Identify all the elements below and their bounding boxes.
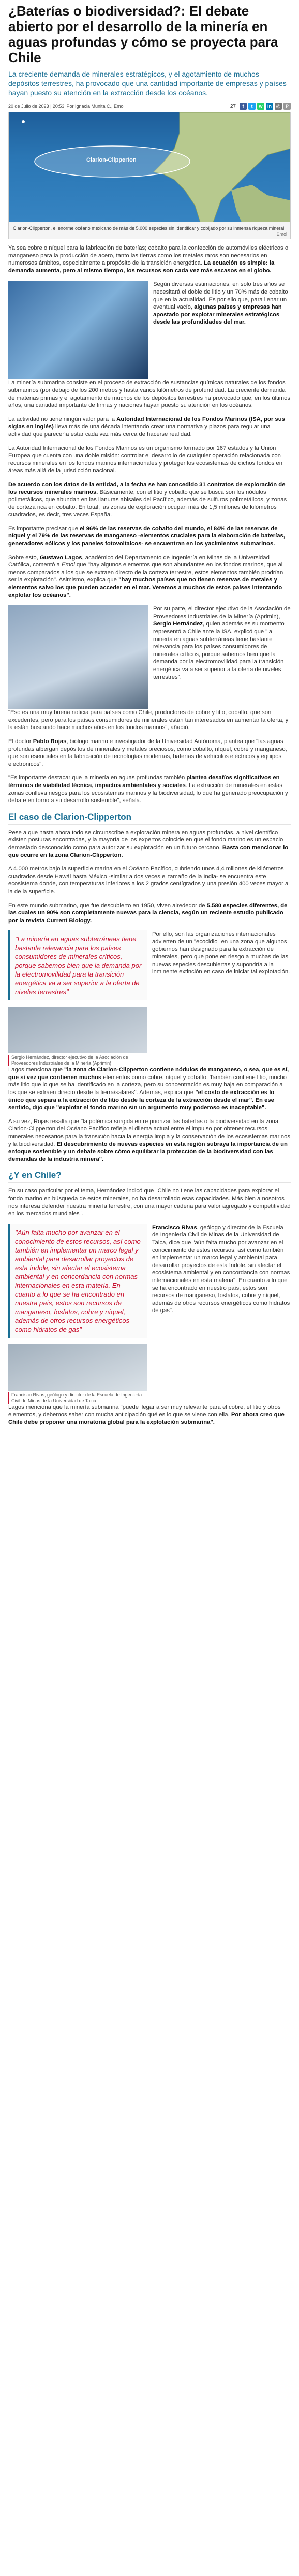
text-bold: Gustavo Lagos <box>39 554 82 561</box>
text-bold: "la zona de Clarion-Clipperton contiene nódulos de manganeso, o sea, que es sí, que sí vez que contienen muchos <box>8 1067 289 1081</box>
paragraph-8 <box>8 554 291 600</box>
photo-2 <box>8 605 148 709</box>
paragraph-15 <box>8 902 291 925</box>
email-icon[interactable]: @ <box>275 103 282 110</box>
text-bold: La ecuación es simple: la demanda aumenta, pero al mismo tiempo, los recursos son cada vez más escasos en el globo. <box>8 260 275 274</box>
article-date: 20 de Julio de 2023 | 20:53 <box>8 104 65 109</box>
paragraph-1 <box>8 244 291 274</box>
text: lleva más de una década intentando crear una normativa y plazos para regular una actividad que parecería estar cada vez más cerca de hacerse realidad. <box>8 424 271 438</box>
text-bold: el 96% de las reservas de cobalto del mundo, el 84% de las reservas de níquel y el 79% de las reservas de manganeso -elementos cruciales para la elaboración de baterías, generadores eólicos y los paneles fotovoltaicos- se encuentran en los yacimientos submarinos. <box>8 525 285 547</box>
map-caption <box>9 222 290 239</box>
paragraph-2 <box>153 281 291 326</box>
text: El doctor <box>8 738 32 745</box>
text: "la polémica surgida entre priorizar las baterías o la biodiversidad en la zona Clarion-Clipperton del Océano Pacífico refleja el dilema actual entre el impulso por obtener recursos minerales necesarios para la transición hacia la energía limpia y la conservación de los ecosistemas marinos y la biodiversidad. <box>8 1118 291 1147</box>
paragraph-12 <box>8 774 291 804</box>
quote-2-photo <box>8 1344 147 1391</box>
paragraph-3: La minería submarina consiste en el proceso de extracción de sustancias químicas naturales de los fondos submarinos (por debajo de los 200 metros y hasta varios kilómetros de profundidad. La creciente demanda de materias primas y el agotamiento de muchos de los depósitos terrestres ha provocado que, en los últimos años, una cantidad importante de firmas y naciones hayan puesto su atención en los océanos. <box>8 380 291 409</box>
quote-2-column <box>8 1224 147 1404</box>
map-source: Emol <box>276 231 287 237</box>
pull-quote-2: "Aún falta mucho por avanzar en el conocimiento de estos recursos, así como también en implementar un marco legal y ambiental para desarrollar proyectos de esta índole, sin afectar el ecosistema ambiental y en concordancia con normas internacionales en esta materia. En cuanto a lo que se ha encontrado en nuestra país, estos son recursos de manganeso, fosfatos, cobre y níquel, además de otros recursos energéticos como hidratos de gas" <box>8 1224 147 1338</box>
map-graphic <box>9 112 290 222</box>
quote-2-caption: Francisco Rivas, geólogo y director de la Escuela de Ingeniería Civil de Minas de la Universidad de Talca <box>8 1392 147 1404</box>
text: que "hay algunos elementos que son abundantes en los fondos marinos, que al menos comparados a los que se extraen directo de la corteza terrestre, estos elementos también prodrían ser la explotación". Asimismo, explica que <box>8 562 283 584</box>
text: Básicamente, con el litio y cobalto que se busca son los nódulos polimetálicos, que abundan en las llanuras abisales del Pacífico, además de sulfuros polimetálicos, y zonas de corteza rica en cobalto. En total, las zonas de exploración ocupan más de 1,5 millones de kilómetros cuadrados, es decir, tres veces España. <box>8 489 287 518</box>
text: . La extracción de minerales en estas zonas conlleva riesgos para los ecosistemas marinos y la biodiversidad, lo que ha generado preocupación y debate en torno a su desarrollo sostenible", señala. <box>8 782 288 804</box>
text-bold: Basta con mencionar lo que ocurre en la zona Clarion-Clipperton. <box>8 844 289 858</box>
text: Es importante precisar que <box>8 525 78 532</box>
print-icon[interactable]: P <box>283 103 291 110</box>
text-bold: "el costo de extracción es lo único que separa a la extracción de litio desde la corteza de la extracción desde el mar". En ese sentido, dijo que "explotar el fondo marino sin un argumento muy poderoso es inaceptable". <box>8 1089 275 1111</box>
paragraph-10: "Eso es una muy buena noticia para países como Chile, productores de cobre y litio, cobalto, que son excedentes, pero para los países consumidores de minerales están tan interesados en aumentar la oferta, y la están buscando hace muchos años en los fondos marinos", añadió. <box>8 709 289 731</box>
text: En cuanto a lo que se ha encontrado en nuestro país, estos son recursos de manganeso, fosfatos, cobre y níquel, además de otros recursos energéticos como hidratos de gas". <box>152 1277 290 1314</box>
text: Lagos menciona que <box>8 1067 63 1073</box>
paragraph-19: En su caso particular por el tema, Hernández indicó que "Chile no tiene las capacidades para explorar el fondo marino en búsqueda de estos minerales, no ha desarrollado esas capacidades. Más bien a nosotros nos interesa defender nuestra minería terrestre, con una mayor cadena para valor agregado y competitividad en los mercados mundiales". <box>8 1188 291 1217</box>
quote-1-photo <box>8 1007 147 1053</box>
text-bold: Por ahora creo que Chile debe proponer una moratoria global para la explotación submarina". <box>8 1411 285 1425</box>
section-heading-clarion: El caso de Clarion-Clipperton <box>8 812 291 825</box>
paragraph-16: Por ello, son las organizaciones internacionales advierten de un "ecocidio" en una zona que algunos gobiernos han designado para la extracción de minerales, pero que pone en riesgo a muchas de las nuevas especies descubiertas y supondría a la inminente extinción en caso de iniciar tal explotación. <box>152 931 290 976</box>
paragraph-7 <box>8 525 291 548</box>
text: Pese a que hasta ahora todo se circunscribe a exploración minera en aguas profundas, a nivel científico existen posturas encontradas, y la mayoría de los expertos coincide en que el fondo marino es un espacio demasiado desconocido como para autorizar su explotación en un futuro cercano. <box>8 829 283 851</box>
pull-quote-1: "La minería en aguas subterráneas tiene bastante relevancia para los países consumidores de minerales críticos, porque sabemos bien que la demanda por la electromovilidad para la transición energética va a ser superior a la oferta de niveles terrestres" <box>8 930 147 1000</box>
paragraph-18 <box>8 1118 291 1163</box>
text: Según diversas estimaciones, en solo tres años se necesitará el doble de litio y un 70% más de cobalto que en la actualidad. Es por ello que, para llenar un eventual vacío, <box>153 281 288 311</box>
text: Por su parte, el director ejecutivo de la Asociación de Proveedores Industriales de la Minería (Aprimin), <box>153 606 291 620</box>
text-bold: Sergio Hernández <box>153 621 203 628</box>
text-bold: "hay muchos países que no tienen reservas de metales y elementos salvo los que pueden acceder en el mar. Veremos a muchos de estos países intentando explotar los océanos". <box>8 577 282 599</box>
linkedin-icon[interactable]: in <box>266 103 273 110</box>
paragraph-4 <box>8 416 291 439</box>
text: En este mundo submarino, que fue descubierto en 1950, viven alrededor de <box>8 902 205 909</box>
text-bold: 5.580 especies diferentes, de las cuales un 90% son completamente nuevas para la ciencia, según un reciente estudio publicado por la revista Current Biology. <box>8 902 288 924</box>
clarion-clipperton-map <box>9 112 290 222</box>
paragraph-9 <box>153 605 291 681</box>
paragraph-17 <box>8 1066 291 1112</box>
text: Sobre esto, <box>8 554 38 561</box>
paragraph-6 <box>8 481 291 519</box>
paragraph-5: La Autoridad Internacional de los Fondos Marinos es un organismo formado por 167 estados y la Unión Europea que cuenta con una doble misión: controlar el desarrollo de cualquier operación relacionada con recursos minerales en los fondos marinos internacionales y proteger los ecosistemas de dichos fondos en áreas más allá de la jurisdicción nacional. <box>8 445 282 474</box>
text: , quien además es su momento representó a Chile ante la ISA, explicó que "la minería en aguas subterráneas tiene bastante relevancia para los países consumidores de minerales críticos, porque sabemos bien que la demanda por la electromovilidad para la transición energética va a ser superior a la oferta de niveles terrestres". <box>153 621 285 680</box>
text: elementos como cobre, níquel y cobalto. También contiene litio, mucho más litio que lo que se ha identificado en la corteza, pero su concentración es muy baja en comparación a los que se extraen directo desde la tierra/salares". Además, explica que <box>8 1074 287 1096</box>
text: , geólogo y director de la Escuela de Ingeniería Civil de Minas de la Universidad de Talca, dice que "aún falta mucho por avanzar en el conocimiento de estos recursos, así como también en implementar un marco legal y ambiental para desarrollar proyectos de esta índole, sin afectar el ecosistema ambiental y en concordancia con normas internacionales en esta materia". <box>152 1224 290 1284</box>
text: Ya sea cobre o níquel para la fabricación de baterías; cobalto para la confección de automóviles eléctricos o manganeso para la producción de acero, tanto las tierras como los metales raros son necesarios en numerosos ámbitos, especialmente a propósito de la transición energética. <box>8 245 289 267</box>
section-heading-chile: ¿Y en Chile? <box>8 1170 291 1183</box>
facebook-icon[interactable]: f <box>240 103 247 110</box>
text-bold: Autoridad Internacional de los Fondos Marinos (ISA, por sus siglas en inglés) <box>8 416 285 430</box>
map-caption-text: Clarion-Clipperton, el enorme océano mexicano de más de 5.000 especies sin identificar y cobijado por su inmensa riqueza mineral. <box>13 226 286 231</box>
text: A su vez, Rojas resalta que <box>8 1118 79 1125</box>
quote-1-column <box>8 930 147 1066</box>
hernandez-photo <box>8 605 148 709</box>
quote-1-block <box>8 930 291 1066</box>
article-author: Por Ignacia Munita C., Emol <box>66 104 125 109</box>
text: "Es importante destacar que la minería en aguas profundas también <box>8 775 185 781</box>
quote-2-block <box>8 1224 291 1404</box>
paragraph-21 <box>8 1404 291 1427</box>
text-italic: Emol <box>61 562 75 569</box>
paragraph-11 <box>8 738 291 768</box>
twitter-icon[interactable]: t <box>248 103 256 110</box>
text-bold: plantea desafíos significativos en términos de viabilidad técnica, impactos ambientales y sociales <box>8 775 280 789</box>
map-label: Clarion-Clipperton <box>86 157 137 163</box>
paragraph-13 <box>8 829 291 859</box>
article-title: ¿Baterías o biodiversidad?: El debate abierto por el desarrollo de la minería en aguas profundas y cómo se proyecta para Chile <box>8 3 278 65</box>
map-figure <box>8 112 291 239</box>
article-lead: La creciente demanda de minerales estratégicos, y el agotamiento de muchos depósitos terrestres, ha provocado que una cantidad importante de empresas y países hayan puesto su atención en la extracción desde los océanos. <box>8 70 287 97</box>
seafloor-image <box>8 281 148 379</box>
article-page <box>0 3 299 1427</box>
text-bold: Francisco Rivas <box>152 1224 197 1231</box>
text-bold: De acuerdo con los datos de la entidad, a la fecha se han concedido 31 contratos de exploración de los recursos minerales marinos. <box>8 481 286 496</box>
text: La actividad no tiene ningún valor para la <box>8 416 115 423</box>
article-meta <box>8 103 291 110</box>
whatsapp-icon[interactable]: w <box>257 103 264 110</box>
paragraph-20 <box>152 1224 291 1398</box>
paragraph-14: A 4.000 metros bajo la superficie marina en el Océano Pacífico, cubriendo unos 4,4 millones de kilómetros cuadrados desde Hawái hasta México -similar a dos veces el tamaño de la India- se encuentra este ecosistema donde, con temperaturas inferiores a los 2 grados centígrados y una presión 400 veces mayor a la de la superficie. <box>8 866 289 895</box>
hawaii-marker <box>22 120 25 123</box>
south-america-shape <box>231 185 290 222</box>
paragraph-9-block <box>8 605 291 709</box>
paragraph-2-block <box>8 281 291 379</box>
text-bold: El descubrimiento de nuevas especies en esta región subraya la importancia de un enfoque sostenible y un debate sobre cómo equilibrar la protección de la biodiversidad con las demandas de la industria minera". <box>8 1141 288 1162</box>
text: Lagos menciona que la minería submarina "puede llegar a ser muy relevante para el cobre, el litio y otros elementos, y debemos saber con mucha anticipación qué es lo que se viene con ella. <box>8 1404 281 1418</box>
photo-1 <box>8 281 148 379</box>
share-count: 27 <box>230 103 236 109</box>
text: , biólogo marino e investigador de la Universidad Autónoma, plantea que "las aguas profundas albergan depósitos de minerales y metales preciosos, como cobalto, níquel, cobre y manganeso, que son esenciales en la fabricación de tecnologías modernas, baterías de vehículos eléctricos y equipos electrónicos". <box>8 738 287 767</box>
text-bold: Pablo Rojas <box>33 738 67 745</box>
text-bold: algunas países y empresas han apostado por explotar minerales estratégicos desde las profundidades del mar. <box>153 304 282 326</box>
quote-1-caption: Sergio Hernández, director ejecutivo de la Asociación de Proveedores Industriales de la Minería (Aprimin) <box>8 1055 147 1066</box>
share-bar <box>230 103 291 110</box>
text: , académico del Departamento de Ingeniería en Minas de la Universidad Católica, comentó a <box>8 554 270 569</box>
